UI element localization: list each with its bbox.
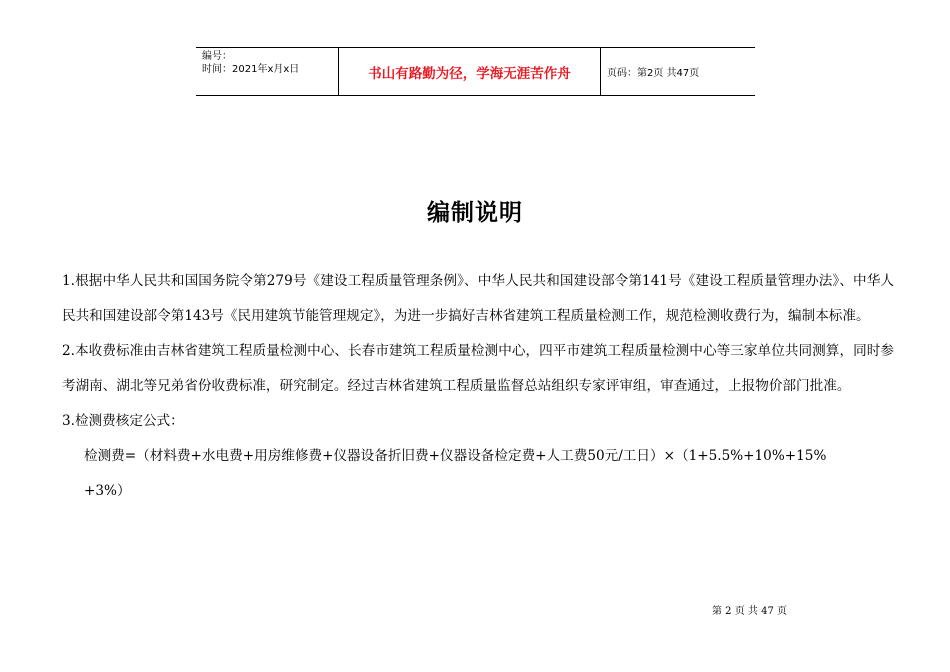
paragraph-1: 1.根据中华人民共和国国务院令第279号《建设工程质量管理条例》、中华人民共和国建设部令第141号《建设工程质量管理办法》、中华人民共和国建设部令第143号《民用建筑节能管理规定》，为进一步搞好吉林省建筑工程质量检测工作，规范检测收费行为，编制本标准。: [62, 273, 894, 324]
header-page-number: 页码：第2页 共47页: [607, 68, 700, 79]
header-info-cell: [196, 48, 339, 95]
paragraph-2: 2.本收费标准由吉林省建筑工程质量检测中心、长春市建筑工程质量检测中心，四平市建筑工程质量检测中心等三家单位共同测算，同时参考湖南、湖北等兄弟省份收费标准，研究制定。经过吉林省建筑工程质量监督总站组织专家评审组，审查通过，上报物价部门批准。: [62, 343, 894, 394]
document-number-label: 编号：: [202, 51, 232, 62]
document-title: 编制说明: [427, 200, 523, 226]
formula-line-1: 检测费=（材料费+水电费+用房维修费+仪器设备折旧费+仪器设备检定费+人工费50元/工日）×（1+5.5%+10%+15%: [84, 448, 827, 464]
header-motto: 书山有路勤为径，学海无涯苦作舟: [368, 65, 571, 82]
page-header-table: [196, 47, 755, 96]
formula-line-2: +3%）: [84, 483, 131, 499]
page-footer: 第 2 页 共 47 页: [712, 606, 787, 617]
document-body: [62, 264, 894, 509]
header-motto-cell: [339, 48, 601, 95]
document-time-label: 时间：2021年x月x日: [202, 64, 300, 75]
paragraph-3: 3.检测费核定公式：: [62, 413, 184, 429]
header-page-cell: [601, 48, 755, 95]
